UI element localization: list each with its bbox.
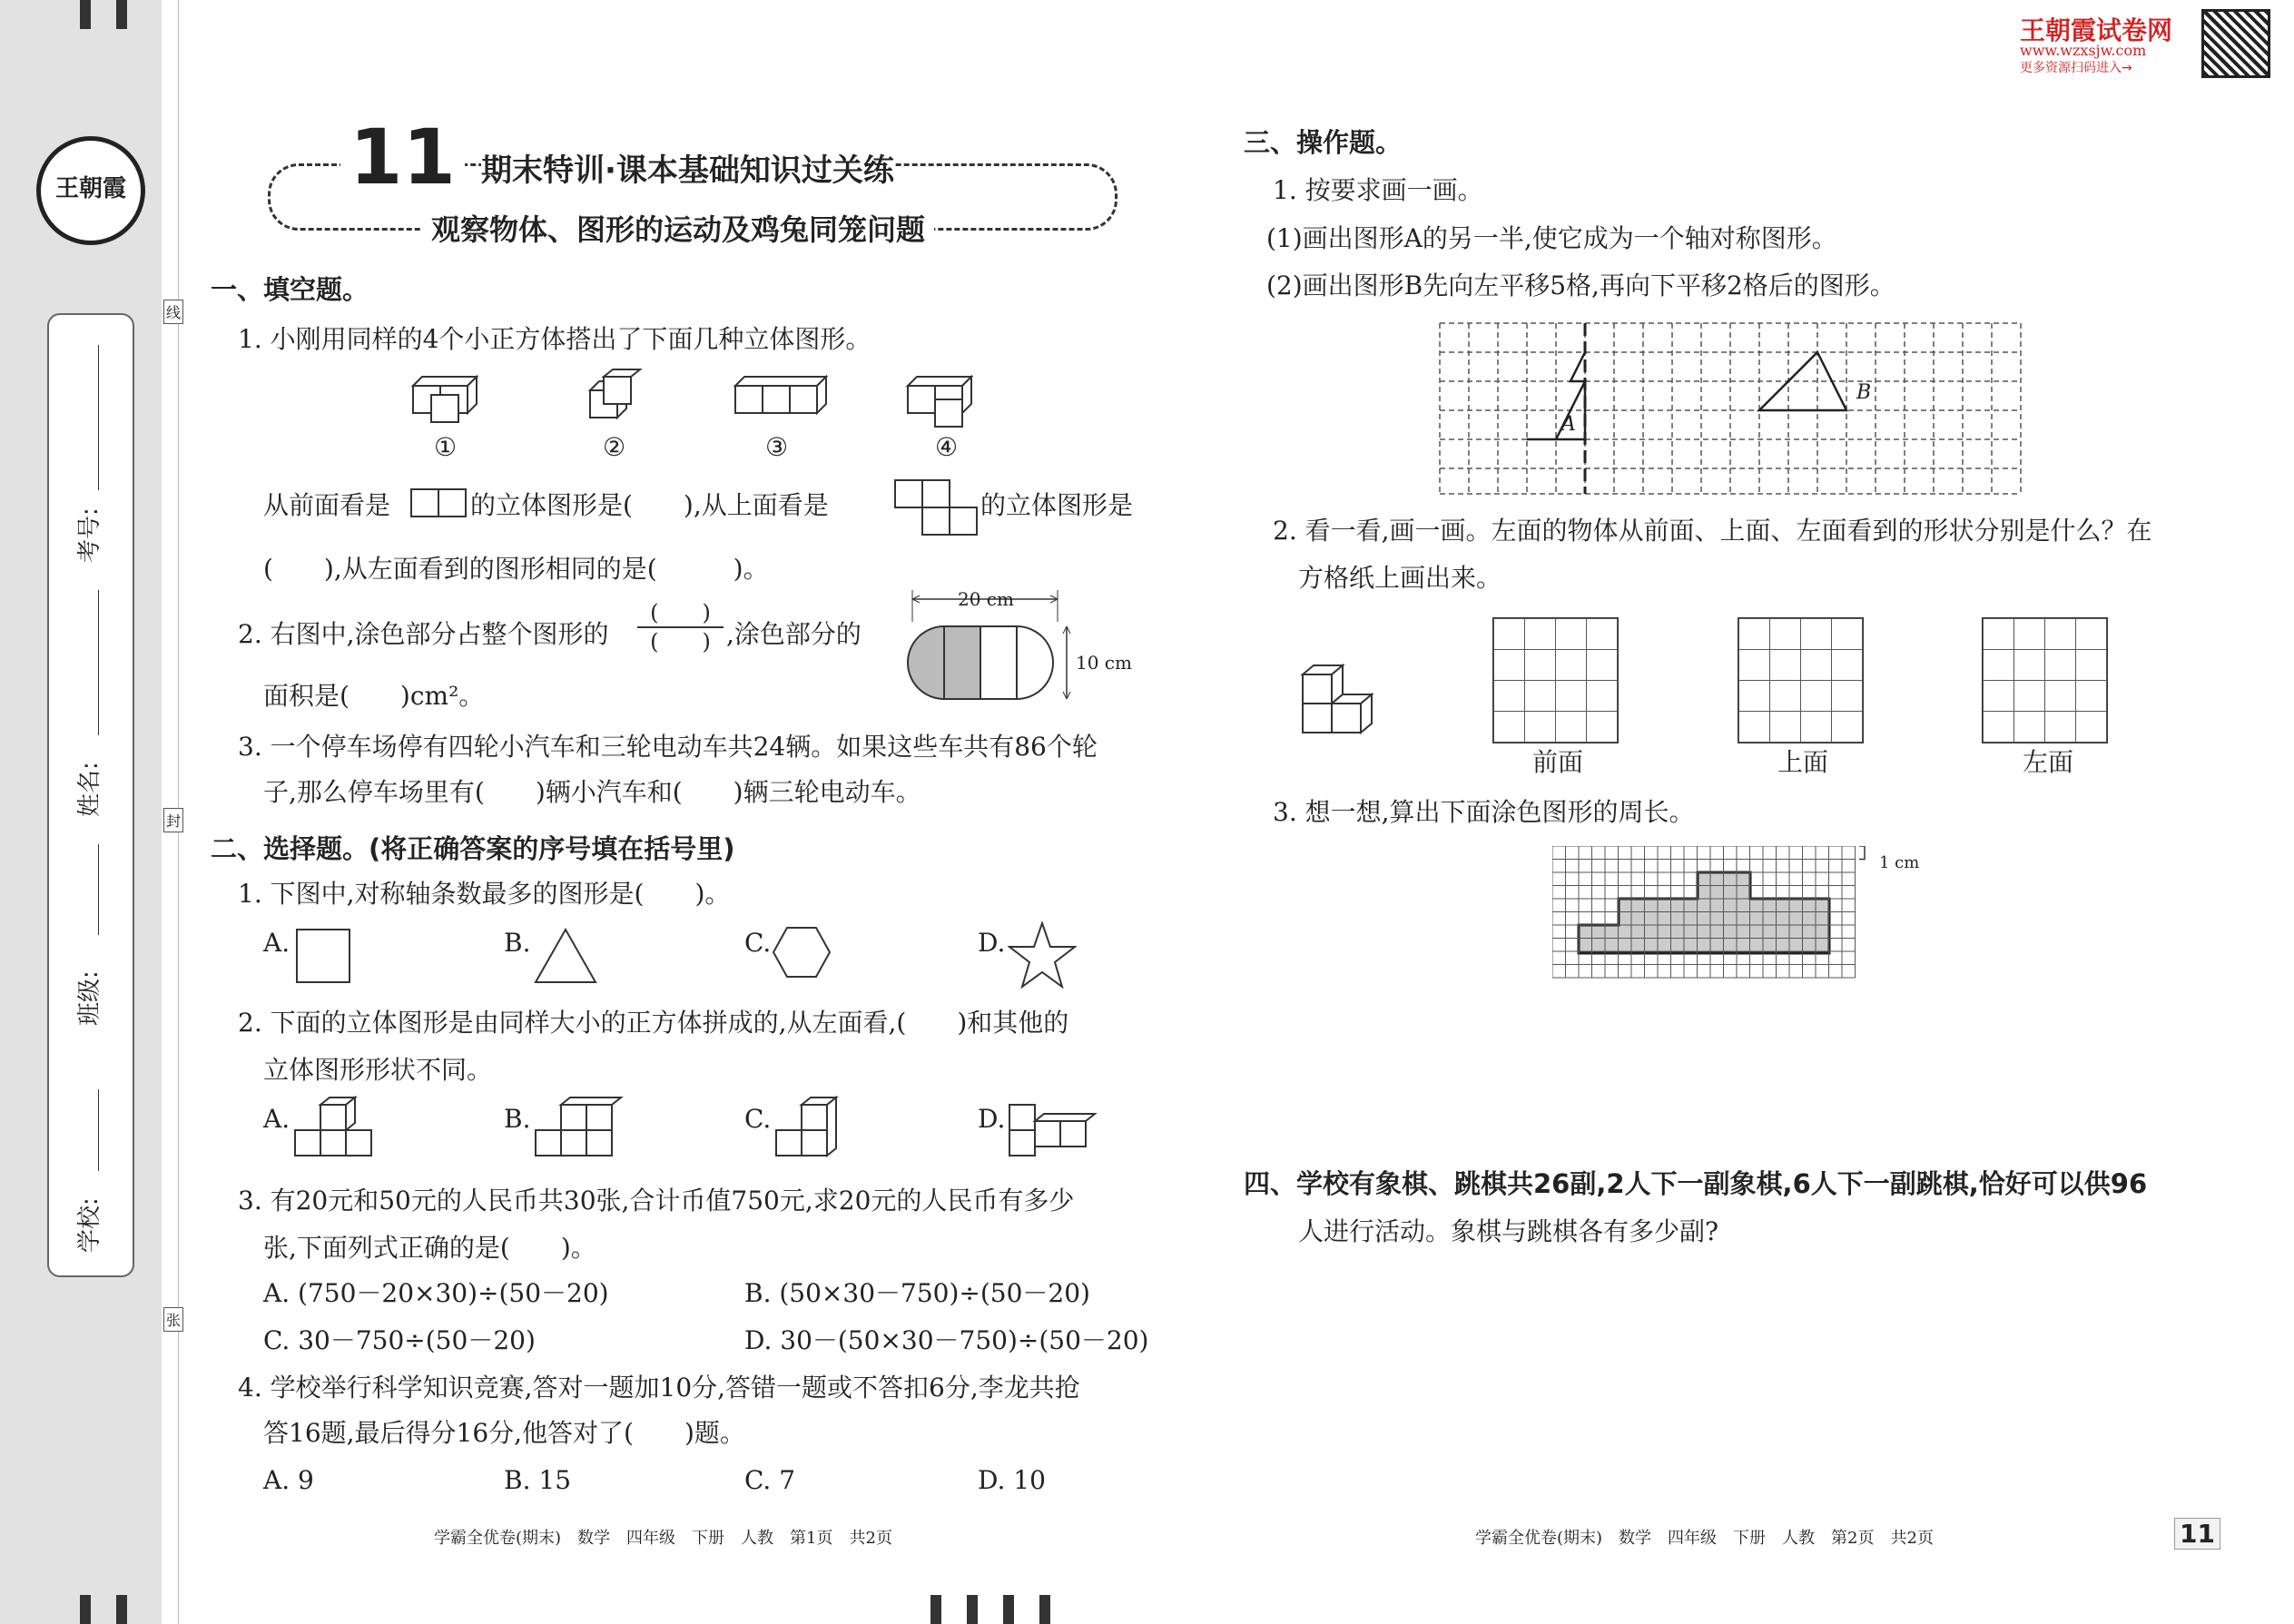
section1-title: 一、填空题。 <box>211 274 369 305</box>
s2q4-option-d[interactable]: D. 10 <box>978 1465 1046 1495</box>
label-a: A <box>1561 413 1576 436</box>
brand-url: www.wzxsjw.com <box>2020 42 2147 59</box>
s3q1-sub2: (2)画出图形B先向左平移5格,再向下平移2格后的图形。 <box>1266 271 1895 300</box>
label-kaohao: 考号: <box>76 507 103 563</box>
shaded-shape <box>1579 872 1829 953</box>
option-b-cubes <box>536 1097 621 1156</box>
fig-label-2: ② <box>603 432 626 462</box>
grid-top[interactable] <box>1738 617 1864 743</box>
s2q3-option-c[interactable]: C. 30－750÷(50－20) <box>263 1325 536 1355</box>
perimeter-grid <box>1552 846 1879 987</box>
s2q2-line2: 立体图形形状不同。 <box>263 1055 493 1085</box>
brand-tagline: 更多资源扫码进入→ <box>2020 61 2132 75</box>
section2-title: 二、选择题。(将正确答案的序号填在括号里) <box>211 833 735 864</box>
s1q1-line1c: 的立体图形是 <box>980 490 1134 520</box>
qr-code[interactable] <box>2201 9 2270 78</box>
logo-text: 王朝霞 <box>54 175 126 202</box>
s2q2-option-a[interactable]: A. <box>263 1104 290 1134</box>
fraction <box>637 599 724 655</box>
fraction-numerator: ( ) <box>650 600 711 625</box>
view-label-top: 上面 <box>1777 747 1829 777</box>
header-title: 期末特训·课本基础知识过关练 <box>481 145 894 190</box>
field-kaohao[interactable] <box>71 345 107 563</box>
fig-label-3: ③ <box>765 432 789 462</box>
view-label-left: 左面 <box>2023 747 2074 777</box>
header-number: 11 <box>340 116 465 198</box>
s3q1-text: 1. 按要求画一画。 <box>1273 175 1483 205</box>
s2q4-line1: 4. 学校举行科学知识竞赛,答对一题加10分,答错一题或不答扣6分,李龙共抢 <box>238 1373 1080 1403</box>
section3-title: 三、操作题。 <box>1244 127 1403 158</box>
drawing-grid[interactable] <box>1439 322 2025 497</box>
cube-figures <box>409 368 1008 431</box>
top-mark <box>80 0 91 29</box>
view-label-front: 前面 <box>1532 747 1584 777</box>
cube-figure-1 <box>413 377 477 422</box>
s1q2-line2: 面积是( )cm²。 <box>263 681 485 711</box>
s3q2-line1: 2. 看一看,画一画。左面的物体从前面、上面、左面看到的形状分别是什么？在 <box>1273 516 2152 546</box>
label-xuexiao: 学校: <box>76 1197 103 1253</box>
header-subtitle: 观察物体、图形的运动及鸡兔同笼问题 <box>422 207 934 249</box>
s2q1-option-b[interactable]: B. <box>504 928 531 958</box>
top-mark <box>116 0 127 29</box>
cube-options-figures <box>290 1094 1108 1166</box>
field-banji[interactable] <box>71 844 107 1089</box>
page-number: 11 <box>2174 1518 2220 1550</box>
cut-mark-xian: 线 <box>163 300 183 324</box>
s2q4-line2: 答16题,最后得分16分,他答对了( )题。 <box>263 1418 745 1448</box>
s1q1-text: 1. 小刚用同样的4个小正方体搭出了下面几种立体图形。 <box>238 324 871 354</box>
s1q1-line2: ( ),从左面看到的图形相同的是( )。 <box>263 554 769 584</box>
label-banji: 班级: <box>76 970 103 1026</box>
cube-figure-2 <box>590 369 640 418</box>
cube-figure-4 <box>908 377 971 427</box>
s2q3-option-d[interactable]: D. 30－(50×30－750)÷(50－20) <box>744 1325 1149 1355</box>
s2q1-option-c[interactable]: C. <box>744 928 772 958</box>
fig-label-4: ④ <box>935 432 959 462</box>
grid-front[interactable] <box>1492 617 1619 743</box>
s2q4-option-c[interactable]: C. 7 <box>744 1465 796 1495</box>
label-xingming: 姓名: <box>76 762 103 817</box>
dim-width: 20 cm <box>958 588 1014 610</box>
section4-line2: 人进行活动。象棋与跳棋各有多少副? <box>1298 1216 1719 1246</box>
option-a-cubes <box>295 1097 371 1156</box>
object-view-figure <box>1298 658 1380 740</box>
brand-name: 王朝霞试卷网 <box>2020 15 2173 45</box>
bottom-center-mark <box>1039 1595 1050 1624</box>
bottom-mark <box>80 1595 91 1624</box>
fraction-denominator: ( ) <box>650 629 711 655</box>
cut-mark-feng: 封 <box>163 808 183 832</box>
s2q2-option-d[interactable]: D. <box>978 1104 1006 1134</box>
s2q1-option-d[interactable]: D. <box>978 928 1006 958</box>
s2q1-option-a[interactable]: A. <box>263 928 290 958</box>
field-xingming[interactable] <box>71 590 107 826</box>
s2q4-option-b[interactable]: B. 15 <box>504 1465 572 1495</box>
section4-line1: 四、学校有象棋、跳棋共26副,2人下一副象棋,6人下一副跳棋,恰好可以供96 <box>1244 1168 2148 1199</box>
s3q1-sub1: (1)画出图形A的另一半,使它成为一个轴对称图形。 <box>1266 223 1837 253</box>
bottom-center-mark <box>967 1595 978 1624</box>
s2q2-option-b[interactable]: B. <box>504 1104 531 1134</box>
s2q2-option-c[interactable]: C. <box>744 1104 772 1134</box>
footer-left: 学霸全优卷(期末) 数学 四年级 下册 人教 第1页 共2页 <box>434 1529 892 1548</box>
s2q2-line1: 2. 下面的立体图形是由同样大小的正方体拼成的,从左面看,( )和其他的 <box>238 1008 1069 1038</box>
hexagon-icon <box>772 926 832 979</box>
top-view-icon <box>894 479 978 536</box>
cube-figure-3 <box>735 377 826 413</box>
option-c-cubes <box>776 1097 836 1156</box>
s1q1-line1b: 的立体图形是( ),从上面看是 <box>470 490 829 520</box>
s1q2-line1a: 2. 右图中,涂色部分占整个图形的 <box>238 619 609 649</box>
bottom-center-mark <box>1003 1595 1014 1624</box>
s2q1-text: 1. 下图中,对称轴条数最多的图形是( )。 <box>238 879 731 909</box>
star-icon <box>1008 921 1077 989</box>
label-b: B <box>1856 381 1872 404</box>
square-icon <box>295 928 351 984</box>
front-view-icon <box>410 488 467 519</box>
s2q3-option-a[interactable]: A. (750－20×30)÷(50－20) <box>263 1278 609 1308</box>
footer-right: 学霸全优卷(期末) 数学 四年级 下册 人教 第2页 共2页 <box>1475 1529 1934 1548</box>
s1q2-line1b: ,涂色部分的 <box>726 619 861 649</box>
bottom-mark <box>116 1595 127 1624</box>
s1q3-line2: 子,那么停车场里有( )辆小汽车和( )辆三轮电动车。 <box>263 777 921 807</box>
s3q2-line2: 方格纸上画出来。 <box>1298 563 1502 593</box>
s2q3-line1: 3. 有20元和50元的人民币共30张,合计币值750元,求20元的人民币有多少 <box>238 1186 1075 1216</box>
s1q1-line1a: 从前面看是 <box>263 490 391 520</box>
grid-left[interactable] <box>1982 617 2108 743</box>
fig-label-1: ① <box>434 432 458 462</box>
s2q3-line2: 张,下面列式正确的是( )。 <box>263 1233 596 1263</box>
bottom-center-mark <box>930 1595 941 1624</box>
s2q4-option-a[interactable]: A. 9 <box>263 1465 314 1495</box>
brand-logo <box>36 136 145 245</box>
s1q3-line1: 3. 一个停车场停有四轮小汽车和三轮电动车共24辆。如果这些车共有86个轮 <box>238 732 1098 762</box>
s2q3-option-b[interactable]: B. (50×30－750)÷(50－20) <box>744 1278 1090 1308</box>
unit-label: 1 cm <box>1879 853 1920 872</box>
triangle-icon <box>534 928 597 984</box>
option-d-cubes <box>1009 1105 1095 1156</box>
field-xuexiao[interactable] <box>71 1089 107 1262</box>
dim-height: 10 cm <box>1076 652 1132 674</box>
cut-mark-zhang: 张 <box>163 1307 183 1332</box>
s3q3-text: 3. 想一想,算出下面涂色图形的周长。 <box>1273 797 1695 827</box>
